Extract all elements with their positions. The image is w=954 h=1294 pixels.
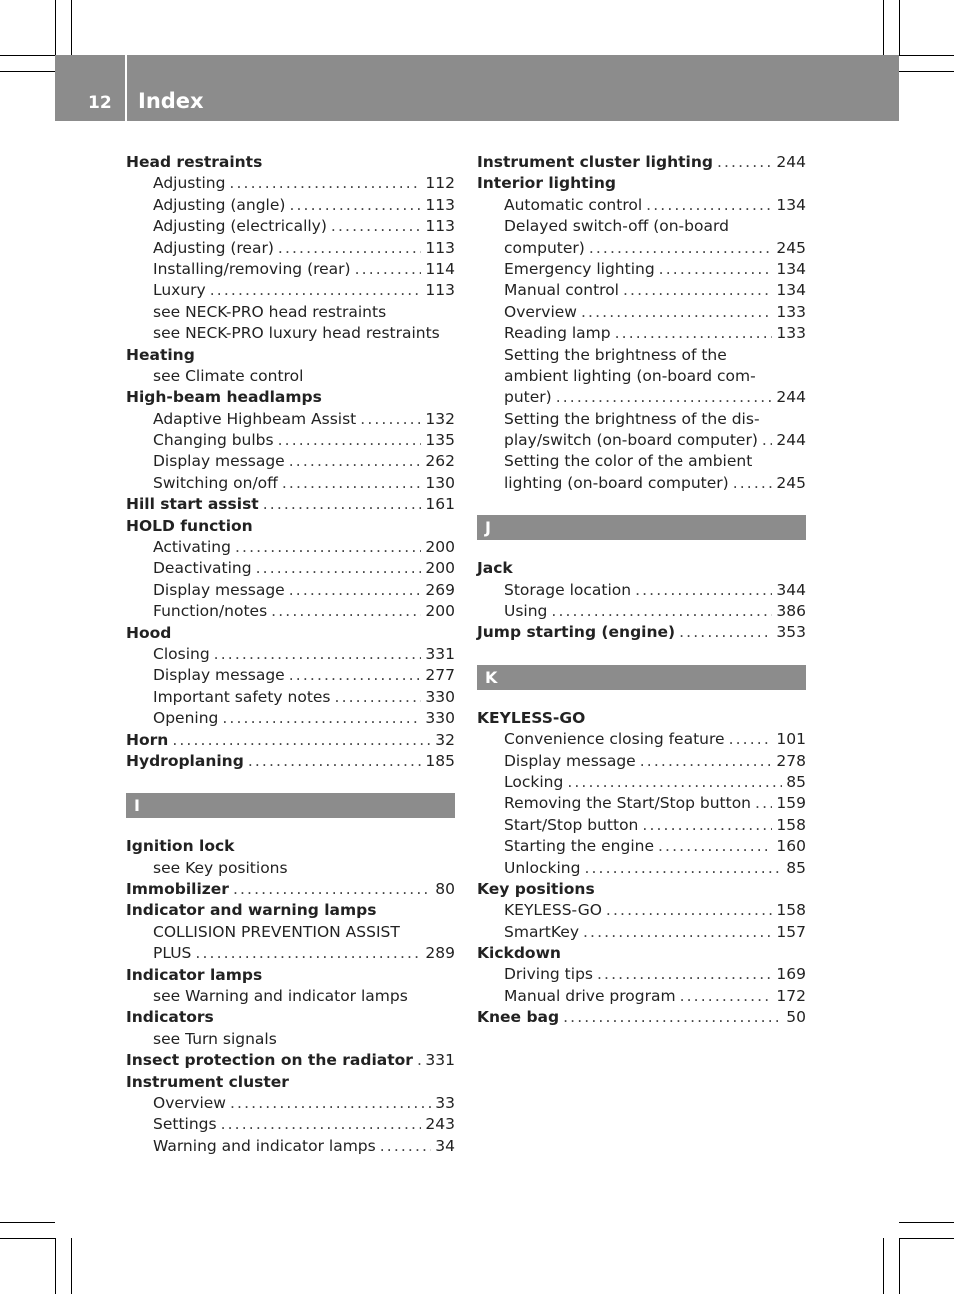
entry-text: Key positions <box>477 879 595 898</box>
entry-text: Storage location <box>504 580 632 599</box>
entry-page-number: 200 <box>425 602 455 621</box>
entry-page-number: 114 <box>425 259 455 278</box>
entry-text: Hood <box>126 623 172 642</box>
entry-page-number: 32 <box>435 730 455 749</box>
index-subentry <box>126 580 455 601</box>
index-subentry <box>477 451 806 472</box>
entry-page-number: 133 <box>776 324 806 343</box>
entry-text: Adjusting (rear) <box>153 238 274 257</box>
crop-mark <box>883 0 884 55</box>
entry-text: Hydroplaning <box>126 751 244 770</box>
crop-mark <box>0 55 55 56</box>
index-subentry <box>477 195 806 216</box>
entry-text: Manual control <box>504 281 619 300</box>
index-subentry <box>477 986 806 1007</box>
entry-text: KEYLESS-GO <box>477 708 586 727</box>
entry-text: Interior lighting <box>477 174 616 193</box>
index-entry <box>126 1072 455 1093</box>
crop-mark <box>899 55 954 56</box>
entry-text: play/switch (on-board computer) <box>504 431 758 450</box>
crop-mark <box>899 1238 954 1239</box>
entry-text: High-beam headlamps <box>126 388 322 407</box>
entry-text: Overview <box>153 1094 226 1112</box>
entry-page-number: 80 <box>435 880 455 899</box>
entry-text: Setting the brightness of the <box>504 345 727 364</box>
index-entry <box>477 152 806 173</box>
leader-dots <box>642 815 772 836</box>
index-entry <box>477 558 806 579</box>
leader-dots <box>278 430 422 451</box>
leader-dots <box>214 644 422 665</box>
entry-text: see Turn signals <box>153 1029 277 1048</box>
entry-text: Automatic control <box>504 195 643 214</box>
entry-text: Delayed switch-off (on-board <box>504 217 729 236</box>
index-entry <box>126 345 455 366</box>
index-subentry <box>126 238 455 259</box>
entry-page-number: 277 <box>425 666 455 685</box>
leader-dots <box>733 473 773 494</box>
entry-text: Display message <box>504 751 636 770</box>
index-entry <box>126 879 455 900</box>
entry-text: Installing/removing (rear) <box>153 259 351 278</box>
entry-text: Knee bag <box>477 1008 560 1027</box>
entry-text: Jump starting (engine) <box>477 623 676 642</box>
index-subentry <box>126 280 455 301</box>
index-entry <box>126 751 455 772</box>
index-subentry <box>126 259 455 280</box>
index-entry <box>126 730 455 751</box>
leader-dots <box>615 323 773 344</box>
index-subentry <box>126 537 455 558</box>
entry-text: Adaptive Highbeam Assist <box>153 409 357 428</box>
entry-text: see NECK-PRO luxury head restraints <box>153 324 440 343</box>
index-subentry <box>126 409 455 430</box>
entry-page-number: 245 <box>776 473 806 492</box>
leader-dots <box>210 280 422 301</box>
leader-dots <box>623 280 772 301</box>
leader-dots <box>221 1114 422 1135</box>
crop-mark <box>71 0 72 55</box>
entry-page-number: 244 <box>776 152 806 171</box>
entry-text: Instrument cluster <box>126 1072 289 1091</box>
entry-page-number: 85 <box>786 772 806 791</box>
section-letter-k: K <box>477 665 806 690</box>
leader-dots <box>289 195 421 216</box>
index-subentry <box>126 1093 455 1114</box>
entry-text: SmartKey <box>504 922 579 941</box>
entry-text: Changing bulbs <box>153 431 274 450</box>
leader-dots <box>229 173 421 194</box>
index-subentry <box>477 238 806 259</box>
entry-page-number: 331 <box>425 1051 455 1070</box>
entry-text: Hill start assist <box>126 495 259 514</box>
entry-page-number: 262 <box>425 452 455 471</box>
entry-page-number: 132 <box>425 409 455 428</box>
leader-dots <box>360 409 421 430</box>
index-subentry <box>126 216 455 237</box>
index-subentry <box>126 323 455 344</box>
leader-dots <box>289 451 422 472</box>
crop-mark <box>55 0 56 55</box>
entry-page-number: 113 <box>425 238 455 257</box>
entry-text: HOLD function <box>126 516 253 535</box>
leader-dots <box>195 943 421 964</box>
entry-text: lighting (on-board computer) <box>504 473 729 492</box>
leader-dots <box>331 216 422 237</box>
entry-text: Display message <box>153 580 285 599</box>
entry-page-number: 50 <box>786 1008 806 1027</box>
leader-dots <box>606 900 773 921</box>
entry-text: Insect protection on the radiator <box>126 1051 413 1070</box>
index-subentry <box>477 751 806 772</box>
index-subentry <box>126 601 455 622</box>
index-entry <box>477 622 806 643</box>
leader-dots <box>380 1136 432 1157</box>
page-title: Index <box>138 89 204 113</box>
leader-dots <box>335 687 422 708</box>
entry-page-number: 244 <box>776 431 806 450</box>
entry-page-number: 158 <box>776 815 806 834</box>
entry-page-number: 112 <box>425 174 455 193</box>
entry-text: puter) <box>504 388 552 407</box>
entry-page-number: 200 <box>425 538 455 557</box>
page-number: 12 <box>88 93 112 113</box>
entry-page-number: 113 <box>425 195 455 214</box>
index-subentry <box>477 965 806 986</box>
index-subentry <box>126 558 455 579</box>
leader-dots <box>729 729 773 750</box>
entry-text: Reading lamp <box>504 324 611 343</box>
index-subentry <box>126 302 455 323</box>
index-subentry <box>126 687 455 708</box>
leader-dots <box>589 238 773 259</box>
entry-text: Settings <box>153 1115 217 1134</box>
entry-page-number: 160 <box>776 837 806 856</box>
entry-text: Adjusting (angle) <box>153 195 286 214</box>
leader-dots <box>256 558 422 579</box>
entry-text: KEYLESS-GO <box>504 901 602 920</box>
index-subentry <box>126 366 455 387</box>
entry-text: Horn <box>126 730 169 749</box>
leader-dots <box>230 1093 431 1114</box>
entry-text: Indicators <box>126 1008 214 1027</box>
entry-text: Deactivating <box>153 559 252 578</box>
index-subentry <box>126 943 455 964</box>
index-entry <box>477 879 806 900</box>
entry-page-number: 85 <box>786 858 806 877</box>
leader-dots <box>289 665 422 686</box>
index-subentry <box>477 815 806 836</box>
entry-page-number: 172 <box>776 986 806 1005</box>
leader-dots <box>659 259 773 280</box>
index-column-right <box>477 152 806 1029</box>
index-subentry <box>126 858 455 879</box>
entry-text: Driving tips <box>504 965 593 984</box>
index-subentry <box>477 302 806 323</box>
leader-dots <box>583 922 772 943</box>
entry-text: Locking <box>504 772 564 791</box>
leader-dots <box>680 986 773 1007</box>
entry-text: see Climate control <box>153 366 304 385</box>
entry-text: Warning and indicator lamps <box>153 1136 376 1155</box>
index-subentry <box>126 430 455 451</box>
index-subentry <box>126 1136 455 1157</box>
crop-mark <box>71 1238 72 1294</box>
index-subentry <box>477 473 806 494</box>
index-subentry <box>126 665 455 686</box>
entry-text: Switching on/off <box>153 473 278 492</box>
entry-text: Setting the brightness of the dis- <box>504 409 760 428</box>
entry-text: Using <box>504 602 548 621</box>
entry-page-number: 386 <box>776 602 806 621</box>
leader-dots <box>289 580 422 601</box>
index-subentry <box>126 451 455 472</box>
leader-dots <box>597 964 772 985</box>
index-entry <box>126 623 455 644</box>
entry-text: Convenience closing feature <box>504 730 725 749</box>
leader-dots <box>584 858 782 879</box>
entry-text: Immobilizer <box>126 880 229 899</box>
leader-dots <box>278 238 422 259</box>
index-subentry <box>477 216 806 237</box>
crop-mark <box>899 0 900 55</box>
index-subentry <box>126 922 455 943</box>
entry-page-number: 157 <box>776 922 806 941</box>
index-subentry <box>126 473 455 494</box>
index-subentry <box>126 644 455 665</box>
entry-text: Instrument cluster lighting <box>477 152 713 171</box>
entry-page-number: 185 <box>425 751 455 770</box>
leader-dots <box>658 836 772 857</box>
leader-dots <box>222 708 421 729</box>
entry-text: Head restraints <box>126 152 263 171</box>
entry-page-number: 113 <box>425 281 455 300</box>
entry-text: ambient lighting (on-board com- <box>504 366 756 385</box>
entry-text: Closing <box>153 644 210 663</box>
entry-page-number: 244 <box>776 388 806 407</box>
leader-dots <box>567 772 782 793</box>
entry-page-number: 113 <box>425 217 455 236</box>
leader-dots <box>581 302 772 323</box>
index-subentry <box>477 601 806 622</box>
entry-text: see Key positions <box>153 858 288 877</box>
entry-page-number: 33 <box>435 1094 455 1112</box>
entry-page-number: 159 <box>776 794 806 813</box>
index-entry <box>126 387 455 408</box>
index-entry <box>477 708 806 729</box>
entry-page-number: 289 <box>425 944 455 963</box>
index-subentry <box>477 793 806 814</box>
entry-text: Start/Stop button <box>504 815 639 834</box>
index-subentry <box>477 323 806 344</box>
crop-mark <box>899 1238 900 1294</box>
index-subentry <box>477 259 806 280</box>
index-subentry <box>477 366 806 387</box>
leader-dots <box>717 152 772 173</box>
leader-dots <box>355 259 422 280</box>
leader-dots <box>263 494 422 515</box>
index-entry <box>477 943 806 964</box>
leader-dots <box>235 537 421 558</box>
entry-page-number: 330 <box>425 709 455 728</box>
entry-text: Display message <box>153 452 285 471</box>
index-entry <box>126 965 455 986</box>
index-entry <box>126 901 455 922</box>
index-entry <box>126 152 455 173</box>
section-letter-j: J <box>477 515 806 540</box>
entry-text: Kickdown <box>477 944 561 963</box>
leader-dots <box>755 793 772 814</box>
leader-dots <box>563 1007 782 1028</box>
index-subentry <box>126 986 455 1007</box>
entry-page-number: 169 <box>776 965 806 984</box>
entry-text: Display message <box>153 666 285 685</box>
leader-dots <box>248 751 422 772</box>
entry-page-number: 134 <box>776 281 806 300</box>
index-subentry <box>477 580 806 601</box>
leader-dots <box>635 580 772 601</box>
entry-text: Opening <box>153 709 219 728</box>
entry-page-number: 133 <box>776 302 806 321</box>
entry-text: Unlocking <box>504 858 581 877</box>
crop-mark <box>883 1238 884 1294</box>
entry-text: Adjusting <box>153 174 226 193</box>
entry-page-number: 330 <box>425 687 455 706</box>
entry-text: Luxury <box>153 281 206 300</box>
index-entry <box>126 1007 455 1028</box>
index-subentry <box>477 900 806 921</box>
entry-page-number: 161 <box>425 495 455 514</box>
entry-text: Important safety notes <box>153 687 331 706</box>
crop-mark <box>0 1238 55 1239</box>
entry-text: Emergency lighting <box>504 259 655 278</box>
entry-page-number: 130 <box>425 473 455 492</box>
entry-text: Jack <box>477 559 513 578</box>
index-subentry <box>126 195 455 216</box>
index-subentry <box>477 387 806 408</box>
section-letter-i: I <box>126 793 455 818</box>
index-subentry <box>477 280 806 301</box>
entry-text: Overview <box>504 302 577 321</box>
index-entry <box>126 1050 455 1071</box>
leader-dots <box>640 751 773 772</box>
entry-text: Ignition lock <box>126 837 235 856</box>
entry-text: COLLISION PREVENTION ASSIST <box>153 922 400 941</box>
index-subentry <box>126 1114 455 1135</box>
entry-text: PLUS <box>153 944 192 963</box>
entry-page-number: 158 <box>776 901 806 920</box>
index-subentry <box>477 430 806 451</box>
entry-page-number: 200 <box>425 559 455 578</box>
leader-dots <box>417 1050 421 1071</box>
index-subentry <box>477 922 806 943</box>
leader-dots <box>233 879 431 900</box>
index-entry <box>126 516 455 537</box>
entry-page-number: 245 <box>776 238 806 257</box>
index-subentry <box>477 729 806 750</box>
entry-text: see Warning and indicator lamps <box>153 987 408 1006</box>
index-subentry <box>126 708 455 729</box>
entry-text: see NECK-PRO head restraints <box>153 302 387 321</box>
index-subentry <box>477 345 806 366</box>
index-subentry <box>477 409 806 430</box>
entry-page-number: 344 <box>776 580 806 599</box>
crop-mark <box>899 1222 954 1223</box>
entry-text: Manual drive program <box>504 986 676 1005</box>
entry-text: Activating <box>153 538 231 557</box>
index-subentry <box>126 173 455 194</box>
entry-text: Setting the color of the ambient <box>504 452 753 471</box>
entry-page-number: 135 <box>425 431 455 450</box>
leader-dots <box>282 473 422 494</box>
entry-text: Removing the Start/Stop button <box>504 794 752 813</box>
crop-mark <box>55 1238 56 1294</box>
leader-dots <box>551 601 772 622</box>
leader-dots <box>762 430 773 451</box>
index-subentry <box>126 1029 455 1050</box>
header-divider <box>125 55 127 121</box>
entry-page-number: 134 <box>776 259 806 278</box>
index-entry <box>477 173 806 194</box>
leader-dots <box>172 730 431 751</box>
entry-page-number: 134 <box>776 195 806 214</box>
crop-mark <box>0 71 55 72</box>
entry-page-number: 34 <box>435 1136 455 1155</box>
index-column-left <box>126 152 455 1157</box>
entry-text: Starting the engine <box>504 837 654 856</box>
entry-text: Indicator lamps <box>126 965 263 984</box>
entry-page-number: 269 <box>425 580 455 599</box>
crop-mark <box>0 1222 55 1223</box>
index-entry <box>126 494 455 515</box>
leader-dots <box>646 195 772 216</box>
index-subentry <box>477 772 806 793</box>
crop-mark <box>899 71 954 72</box>
entry-text: Adjusting (electrically) <box>153 217 327 236</box>
leader-dots <box>556 387 773 408</box>
entry-text: Function/notes <box>153 602 268 621</box>
entry-page-number: 278 <box>776 751 806 770</box>
entry-page-number: 331 <box>425 644 455 663</box>
entry-text: Heating <box>126 345 195 364</box>
entry-page-number: 353 <box>776 623 806 642</box>
entry-text: Indicator and warning lamps <box>126 901 377 920</box>
entry-text: computer) <box>504 238 585 257</box>
leader-dots <box>271 601 421 622</box>
entry-page-number: 101 <box>776 730 806 749</box>
index-entry <box>477 1007 806 1028</box>
entry-page-number: 243 <box>425 1115 455 1134</box>
index-subentry <box>477 858 806 879</box>
index-subentry <box>477 836 806 857</box>
index-entry <box>126 836 455 857</box>
leader-dots <box>679 622 772 643</box>
